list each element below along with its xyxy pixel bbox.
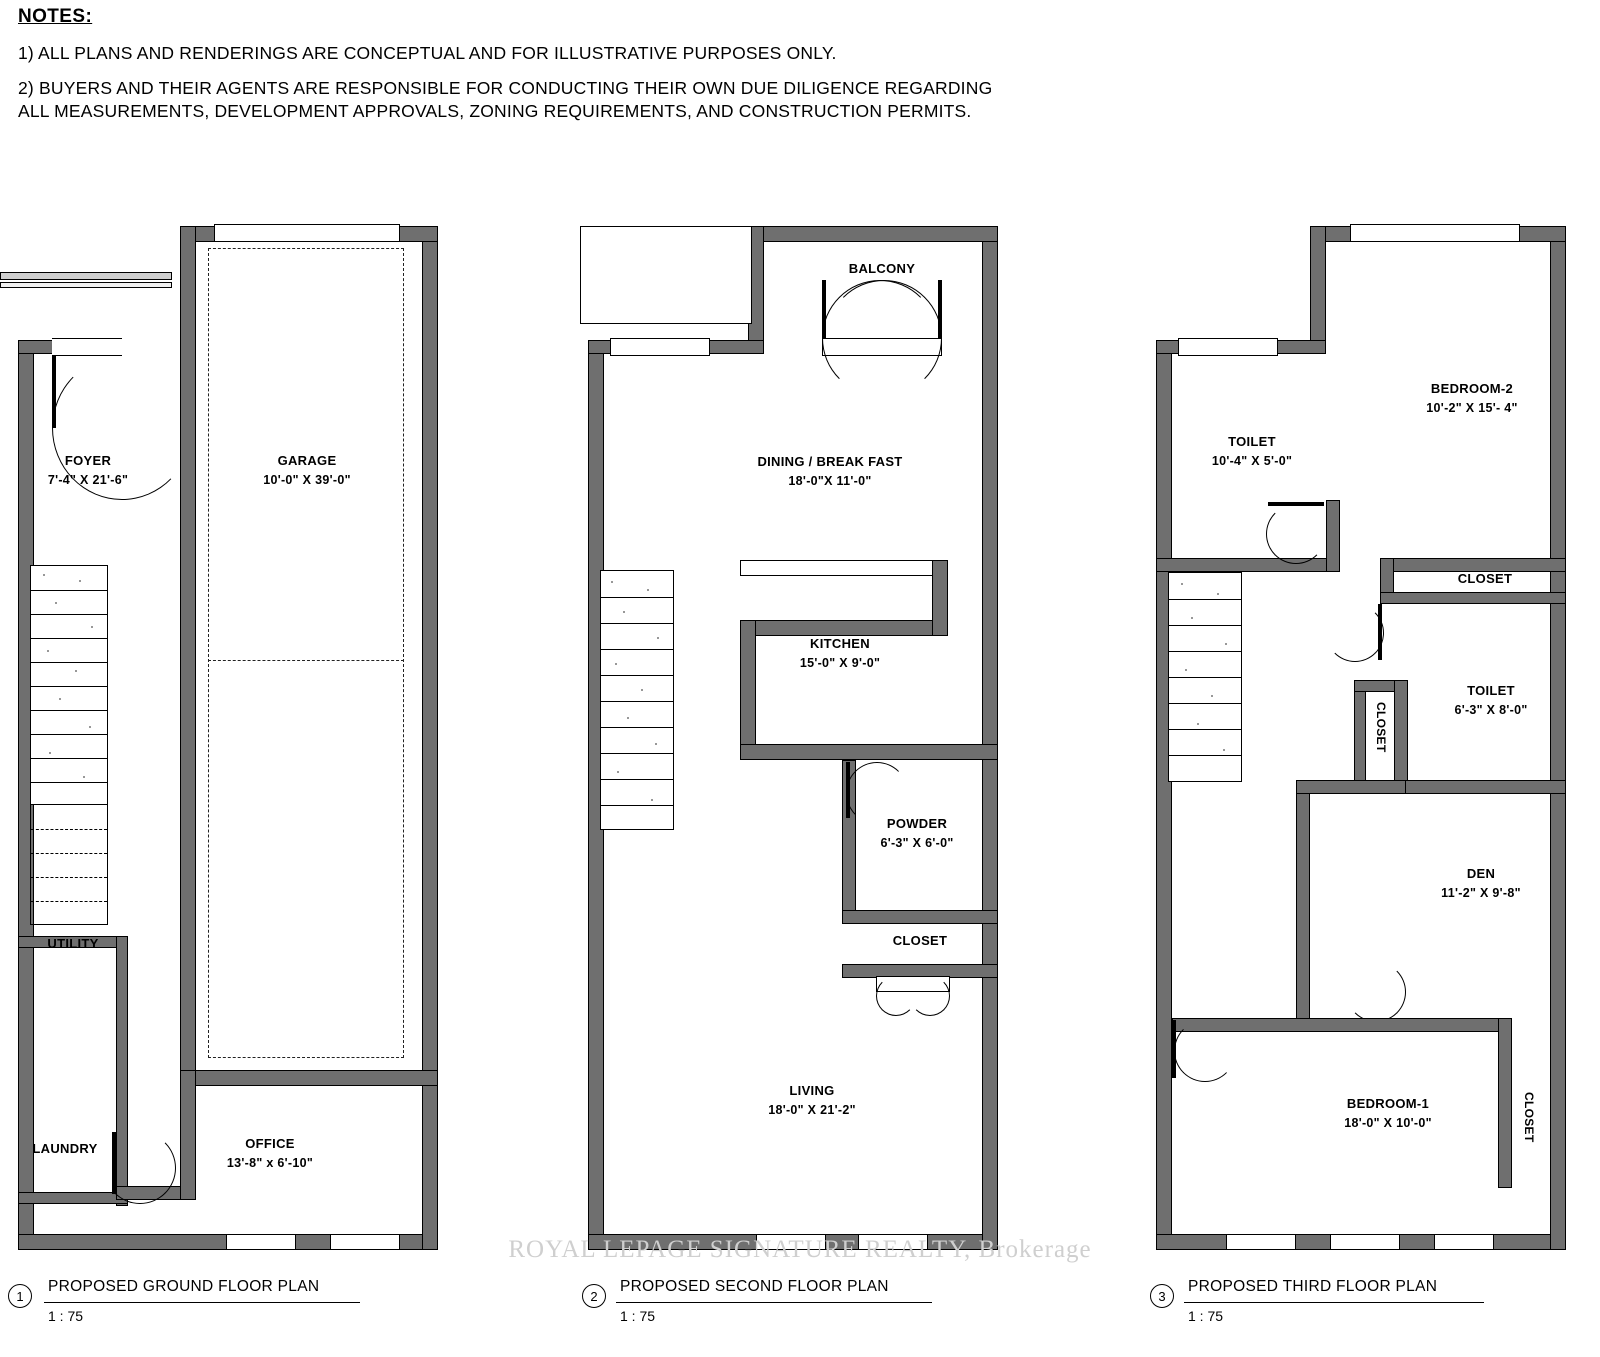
room-name-powder: POWDER [886,816,948,831]
toilet1-wall-bottom [1156,558,1340,572]
room-name-den: DEN [1466,866,1496,881]
closet-b2-wall-bottom [1380,592,1566,604]
third-window-left[interactable] [1178,338,1278,356]
garage-wall-left [180,226,196,1086]
plan-3-scale: 1 : 75 [1188,1308,1224,1324]
kitchen-counter-bottom [740,744,998,760]
powder-wall-bottom [842,910,998,924]
room-dim-dining: 18'-0"X 11'-0" [788,473,872,488]
room-dim-kitchen: 15'-0" X 9'-0" [799,655,881,670]
room-name-living: LIVING [789,1083,835,1098]
kitchen-counter-right [932,560,948,636]
third-window-bottom-2[interactable] [1330,1234,1400,1250]
room-label-bedroom1 [1298,1095,1478,1133]
toilet1-door-swing [1266,504,1326,564]
room-name-closet-b2: CLOSET [1457,571,1513,586]
third-window-bottom-3[interactable] [1434,1234,1494,1250]
room-label-utility [18,935,128,954]
den-door-swing [1346,962,1406,1022]
plan-1-number: 1 [8,1284,32,1308]
room-label-toilet2 [1416,682,1566,720]
room-label-laundry [10,1140,120,1159]
room-dim-office: 13'-8" x 6'-10" [226,1155,314,1170]
room-dim-toilet1: 10'-4" X 5'-0" [1211,453,1293,468]
ground-stair [30,565,108,805]
note-item-1: 1) ALL PLANS AND RENDERINGS ARE CONCEPTUAL AND FOR ILLUSTRATIVE PURPOSES ONLY. [18,43,837,63]
room-label-powder [842,815,992,853]
third-wall-left-upper [1310,226,1326,346]
balcony-wall-top [748,226,998,242]
third-window-bottom-1[interactable] [1226,1234,1296,1250]
room-dim-living: 18'-0" X 21'-2" [768,1102,856,1117]
ground-floor-plan [0,220,460,1260]
room-name-kitchen: KITCHEN [810,636,870,651]
room-label-toilet1 [1172,433,1332,471]
bedroom1-closet-wall [1498,1018,1512,1188]
porch-edge-2 [0,282,172,288]
note-item-2: 2) BUYERS AND THEIR AGENTS ARE RESPONSIBLE FOR CONDUCTING THEIR OWN DUE DILIGENCE REGARDING ALL MEASUREMENTS, DEVELOPMENT APPROVALS, ZONING REQUIREMENTS, AND CONSTRUCTION PERMITS. [18,78,993,122]
room-name-bedroom1: BEDROOM-1 [1346,1096,1430,1111]
third-window-top[interactable] [1350,224,1520,242]
exterior-wall-right [422,226,438,1250]
toilet1-wall-right [1326,500,1340,572]
garage-door-opening [214,224,400,242]
room-name-balcony: BALCONY [848,261,916,276]
notes-title: NOTES: [18,6,93,27]
garage-wall-bottom [180,1070,438,1086]
room-name-toilet1: TOILET [1228,434,1276,449]
room-name-garage: GARAGE [277,453,337,468]
room-label-dining [690,453,970,491]
third-exterior-left [1156,340,1172,1250]
notes-block [18,6,1018,135]
entry-door-opening [52,338,122,356]
room-dim-bedroom2: 10'-2" X 15'- 4" [1426,400,1518,415]
room-label-den [1396,865,1566,903]
room-label-office [190,1135,350,1173]
window-bottom-1[interactable] [226,1234,296,1250]
second-floor-plan [580,220,1020,1260]
kitchen-counter-side [740,620,756,760]
room-name-dining: DINING / BREAK FAST [757,454,903,469]
room-name-toilet2: TOILET [1467,683,1515,698]
room-dim-powder: 6'-3" X 6'-0" [880,835,954,850]
room-label-living [722,1082,902,1120]
garage-parking-outline [208,248,404,1058]
plan-2-scale: 1 : 75 [620,1308,656,1324]
room-name-foyer: FOYER [64,453,112,468]
third-floor-plan [1148,220,1588,1260]
second-window-left[interactable] [610,338,710,356]
window-bottom-2[interactable] [330,1234,400,1250]
room-dim-toilet2: 6'-3" X 8'-0" [1454,702,1528,717]
second-stair [600,570,674,830]
closet-small-wall-left [1354,680,1366,790]
room-name-laundry: LAUNDRY [32,1141,98,1156]
plan-3-caption: PROPOSED THIRD FLOOR PLAN [1188,1278,1438,1295]
kitchen-counter-top [740,560,948,576]
plan-1-caption: PROPOSED GROUND FLOOR PLAN [48,1278,320,1295]
bedroom1-door-swing [1174,1020,1236,1082]
room-label-closet-b1: CLOSET [1522,1092,1536,1143]
kitchen-counter-island [740,620,936,636]
room-name-closet-2f: CLOSET [892,933,948,948]
plan-2-caption-rule [616,1302,932,1303]
den-wall-left [1296,780,1310,1030]
room-label-kitchen [760,635,920,673]
plan-2-number: 2 [582,1284,606,1308]
room-name-bedroom2: BEDROOM-2 [1430,381,1514,396]
balcony-door-swing-2 [826,280,942,396]
porch-edge [0,272,172,280]
second-exterior-right [982,226,998,1250]
third-stair [1168,572,1242,782]
room-name-utility: UTILITY [47,936,99,951]
plan-1-scale: 1 : 75 [48,1308,84,1324]
room-dim-bedroom1: 18'-0" X 10'-0" [1344,1115,1432,1130]
plan-1-caption-rule [44,1302,360,1303]
toilet2-wall-left [1394,680,1408,790]
room-dim-garage: 10'-0" X 39'-0" [263,472,351,487]
ground-stair-lower [30,805,108,925]
garage-divider-line [208,660,404,661]
room-dim-den: 11'-2" X 9'-8" [1441,885,1521,900]
watermark: ROYAL LEPAGE SIGNATURE REALTY, Brokerage [508,1236,1092,1263]
room-label-closet-2f [842,932,998,951]
room-label-balcony [802,260,962,279]
den-wall-top [1296,780,1406,794]
room-label-closet-b2 [1410,570,1560,589]
bedroom2-door-swing [1326,604,1384,662]
plan-3-caption-rule [1184,1302,1484,1303]
second-ledge [580,226,752,324]
room-label-bedroom2 [1382,380,1562,418]
closet-door-swing-2 [910,976,950,1016]
plan-2-caption: PROPOSED SECOND FLOOR PLAN [620,1278,889,1295]
room-dim-foyer: 7'-4" X 21'-6" [47,472,129,487]
room-label-closet-small: CLOSET [1374,702,1388,753]
toilet2-wall-bottom [1394,780,1566,794]
plan-3-number: 3 [1150,1284,1174,1308]
room-name-office: OFFICE [245,1136,295,1151]
room-label-garage [232,452,382,490]
room-label-foyer [28,452,148,490]
